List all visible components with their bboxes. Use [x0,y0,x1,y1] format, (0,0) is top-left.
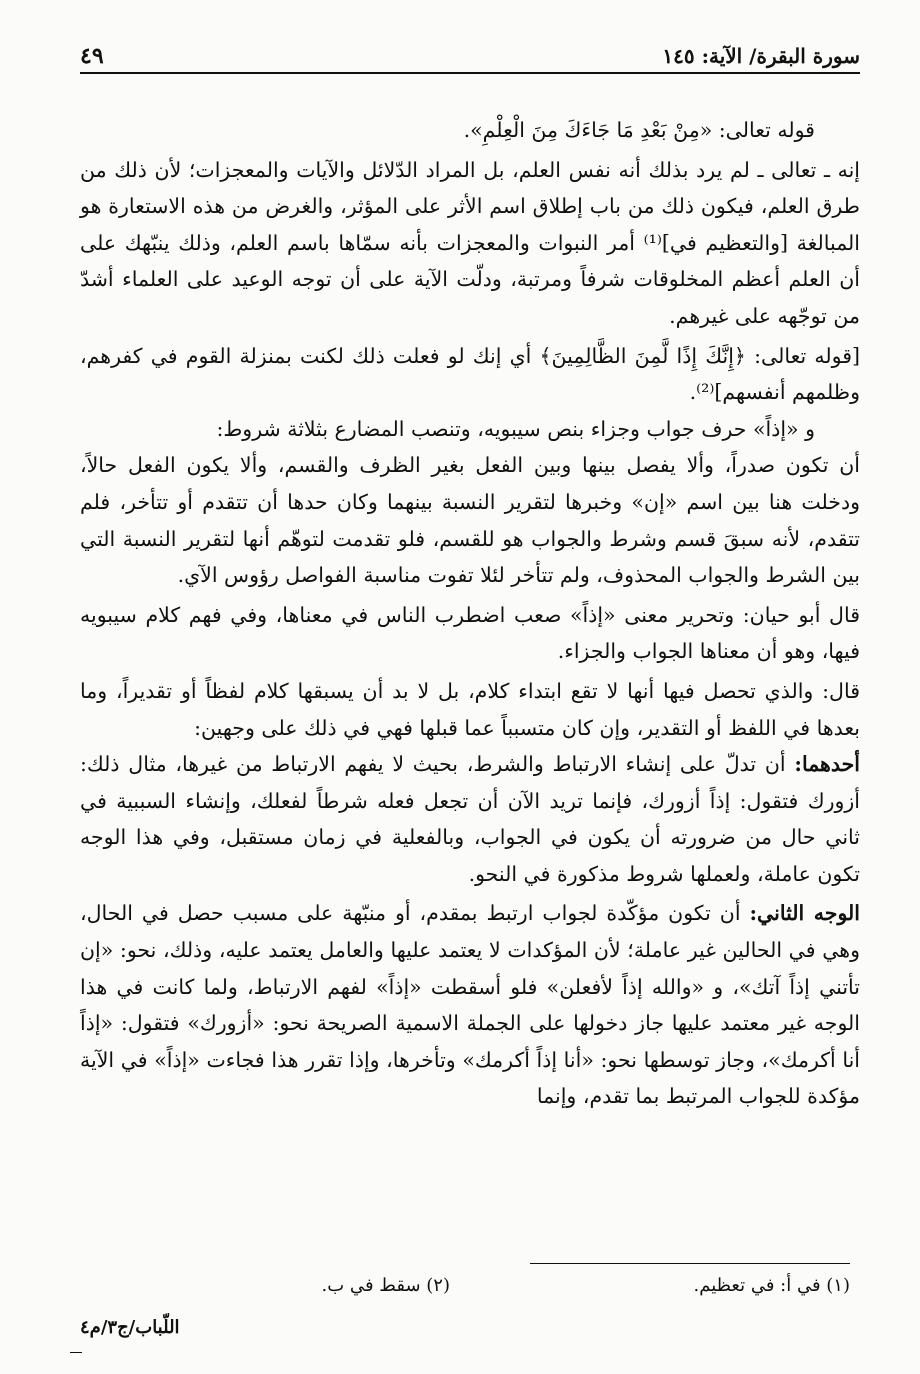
paragraph-lead: الوجه الثاني: [749,901,860,926]
paragraph: قال أبو حيان: وتحرير معنى «إذاً» صعب اضطرب الناس في معناها، وفي فهم كلام سيبويه فيها، وهو أن معناها الجواب والجزاء. [80,602,860,664]
paragraph-body: أن تدلّ على إنشاء الارتباط والشرط، بحيث لا يفهم الارتباط من غيرها، مثال ذلك: أزورك فتقول: إذاً أزورك، فإنما تريد الآن أن تجعل فعله شرطاً لفعلك، وإنشاء السببية في ثاني حال من ضرورته أن يكون في الجواب، وبالفعلية في زمان مستقبل، وفي هذا الوجه تكون عاملة، ولعملها شروط مذكورة في النحو. [80,752,860,886]
footnote-1: (١) في أ: في تعظيم. [693,1275,850,1296]
paragraph [80,746,860,892]
page-number: ٤٩ [80,40,118,72]
paragraph: إنه ـ تعالى ـ لم يرد بذلك أنه نفس العلم، بل المراد الدّلائل والآيات والمعجزات؛ لأن ذلك من طرق العلم، فيكون ذلك من باب إطلاق اسم الأثر على المؤثر، والغرض من هذه الاستعارة هو المبالغة [والتعظيم في]⁽¹⁾ أمر النبوات والمعجزات بأنه سمّاها باسم العلم، وذلك ينبّهك على أن العلم أعظم المخلوقات شرفاً ومرتبة، ودلّت الآية على أن توجه الوعيد على العلماء أشدّ من توجّهه على غيرهم. [80,157,860,328]
paragraph-body: أن تكون مؤكّدة لجواب ارتبط بمقدم، أو منبّهة على مسبب حصل في الحال، وهي في الحالين غير عاملة؛ لأن المؤكدات لا يعتمد عليها والعامل يعتمد عليه، وذلك، نحو: «إن تأتني إذاً آتك»، و «والله إذاً لأفعلن» فلو أسقطت «إذاً» لفهم الارتباط، ولما كانت في هذا الوجه غير معتمد عليها جاز دخولها على الجملة الاسمية الصريحة نحو: «أزورك» فتقول: «إذاً أنا أكرمك»، وجاز توسطها نحو: «أنا إذاً أكرمك» وتأخرها، وإذا تقرر هذا فجاءت «إذاً» في الآية مؤكدة للجواب المرتبط بما تقدم، وإنما [80,901,860,1109]
footnotes [80,1270,850,1310]
paragraph: [قوله تعالى: ﴿إِنَّكَ إِذًا لَّمِنَ الظَّالِمِينَ﴾ أي إنك لو فعلت ذلك لكنت بمنزلة القوم في كفرهم، وظلمهم أنفسهم]⁽²⁾. [80,343,860,405]
margin-tick [70,1352,82,1353]
running-title: سورة البقرة/ الآية: ١٤٥ [648,40,860,72]
paragraph-lead: أحدهما: [794,752,860,777]
paragraph [80,895,860,1115]
paragraph: قوله تعالى: «مِنْ بَعْدِ مَا جَاءَكَ مِنَ الْعِلْمِ». [463,118,815,142]
paragraph: أن تكون صدراً، وألا يفصل بينها وبين الفعل بغير الظرف والقسم، وألا يكون الفعل حالاً، ودخلت هنا بين اسم «إن» وخبرها لتقرير النسبة بينهما وكان حدها أن تتقدم أو تتأخر، فلم تتقدم، لأنه سبقَ قسم وشرط والجواب هو للقسم، فلو تقدمت لتوهّم أنها لتقرير النسبة التي بين الشرط والجواب المحذوف، ولم تتأخر لئلا تفوت مناسبة الفواصل رؤوس الآي. [80,453,860,588]
paragraph: قال: والذي تحصل فيها أنها لا تقع ابتداء كلام، بل لا بد أن يسبقها كلام لفظاً أو تقديراً، وما بعدها في اللفظ أو التقدير، وإن كان متسبباً عما قبلها فهي في ذلك على وجهين: [80,678,860,740]
page-header [80,40,860,74]
footnote-2: (٢) سقط في ب. [321,1275,450,1296]
main-text [80,112,860,1115]
footnote-separator [530,1263,850,1264]
signature-mark: اللّباب/ج٣/م٤ [80,1317,180,1338]
paragraph: و «إذاً» حرف جواب وجزاء بنص سيبويه، وتنصب المضارع بثلاثة شروط: [216,416,815,441]
